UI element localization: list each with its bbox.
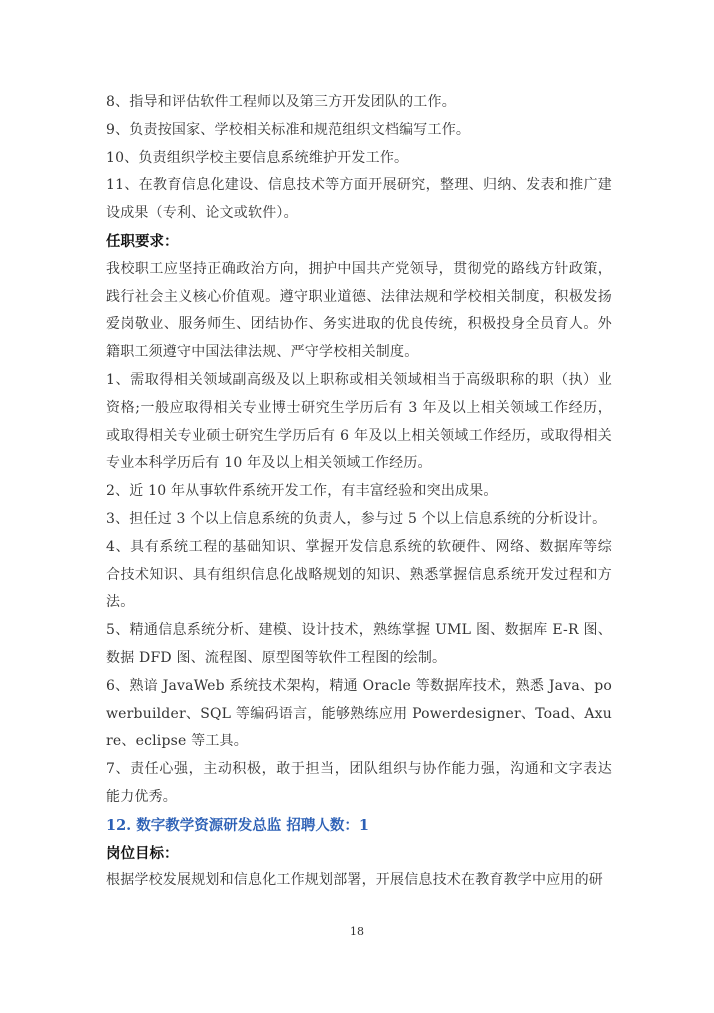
duty-item-8: 8、指导和评估软件工程师以及第三方开发团队的工作。 xyxy=(106,94,456,110)
requirement-item-7: 7、责任心强，主动积极，敢于担当，团队组织与协作能力强，沟通和文字表达能力优秀。 xyxy=(106,761,612,805)
requirements-heading: 任职要求： xyxy=(106,232,179,250)
document-page xyxy=(106,89,612,895)
duty-item-10: 10、负责组织学校主要信息系统维护开发工作。 xyxy=(106,149,409,166)
duty-item-9: 9、负责按国家、学校相关标准和规范组织文档编写工作。 xyxy=(106,121,471,138)
requirement-item-2: 2、近 10 年从事软件系统开发工作，有丰富经验和突出成果。 xyxy=(106,483,498,500)
page-number: 18 xyxy=(350,925,364,938)
requirement-item-6: 6、熟谙 JavaWeb 系统技术架构，精通 Oracle 等数据库技术，熟悉 Java、powerbuilder、SQL 等编码语言，能够熟练应用 Powerdesigner、Toad、Axure、eclipse 等工具。 xyxy=(106,677,612,750)
section-title: 12. 数字教学资源研发总监 招聘人数：1 xyxy=(106,816,369,834)
requirement-item-4: 4、具有系统工程的基础知识、掌握开发信息系统的软硬件、网络、数据库等综合技术知识、具有组织信息化战略规划的知识、熟悉掌握信息系统开发过程和方法。 xyxy=(106,538,612,611)
goal-heading: 岗位目标： xyxy=(106,844,179,862)
requirement-item-1: 1、需取得相关领域副高级及以上职称或相关领域相当于高级职称的职（执）业资格;一般应取得相关专业博士研究生学历后有 3 年及以上相关领域工作经历，或取得相关专业硕士研究生学历后有 6 年及以上相关领域工作经历，或取得相关专业本科学历后有 10 年及以上相关领域工作经历。 xyxy=(106,371,612,472)
requirement-item-3: 3、担任过 3 个以上信息系统的负责人，参与过 5 个以上信息系统的分析设计。 xyxy=(106,510,607,527)
requirement-item-5: 5、精通信息系统分析、建模、设计技术，熟练掌握 UML 图、数据库 E-R 图、数据 DFD 图、流程图、原型图等软件工程图的绘制。 xyxy=(106,622,612,666)
duty-item-11: 11、在教育信息化建设、信息技术等方面开展研究，整理、归纳、发表和推广建设成果（专利、论文或软件）。 xyxy=(106,177,612,222)
goal-text: 根据学校发展规划和信息化工作规划部署，开展信息技术在教育教学中应用的研 xyxy=(106,872,603,889)
requirements-intro: 我校职工应坚持正确政治方向，拥护中国共产党领导，贯彻党的路线方针政策，践行社会主义核心价值观。遵守职业道德、法律法规和学校相关制度，积极发扬爱岗敬业、服务师生、团结协作、务实进取的优良传统，积极投身全员育人。外籍职工须遵守中国法律法规、严守学校相关制度。 xyxy=(106,260,612,361)
